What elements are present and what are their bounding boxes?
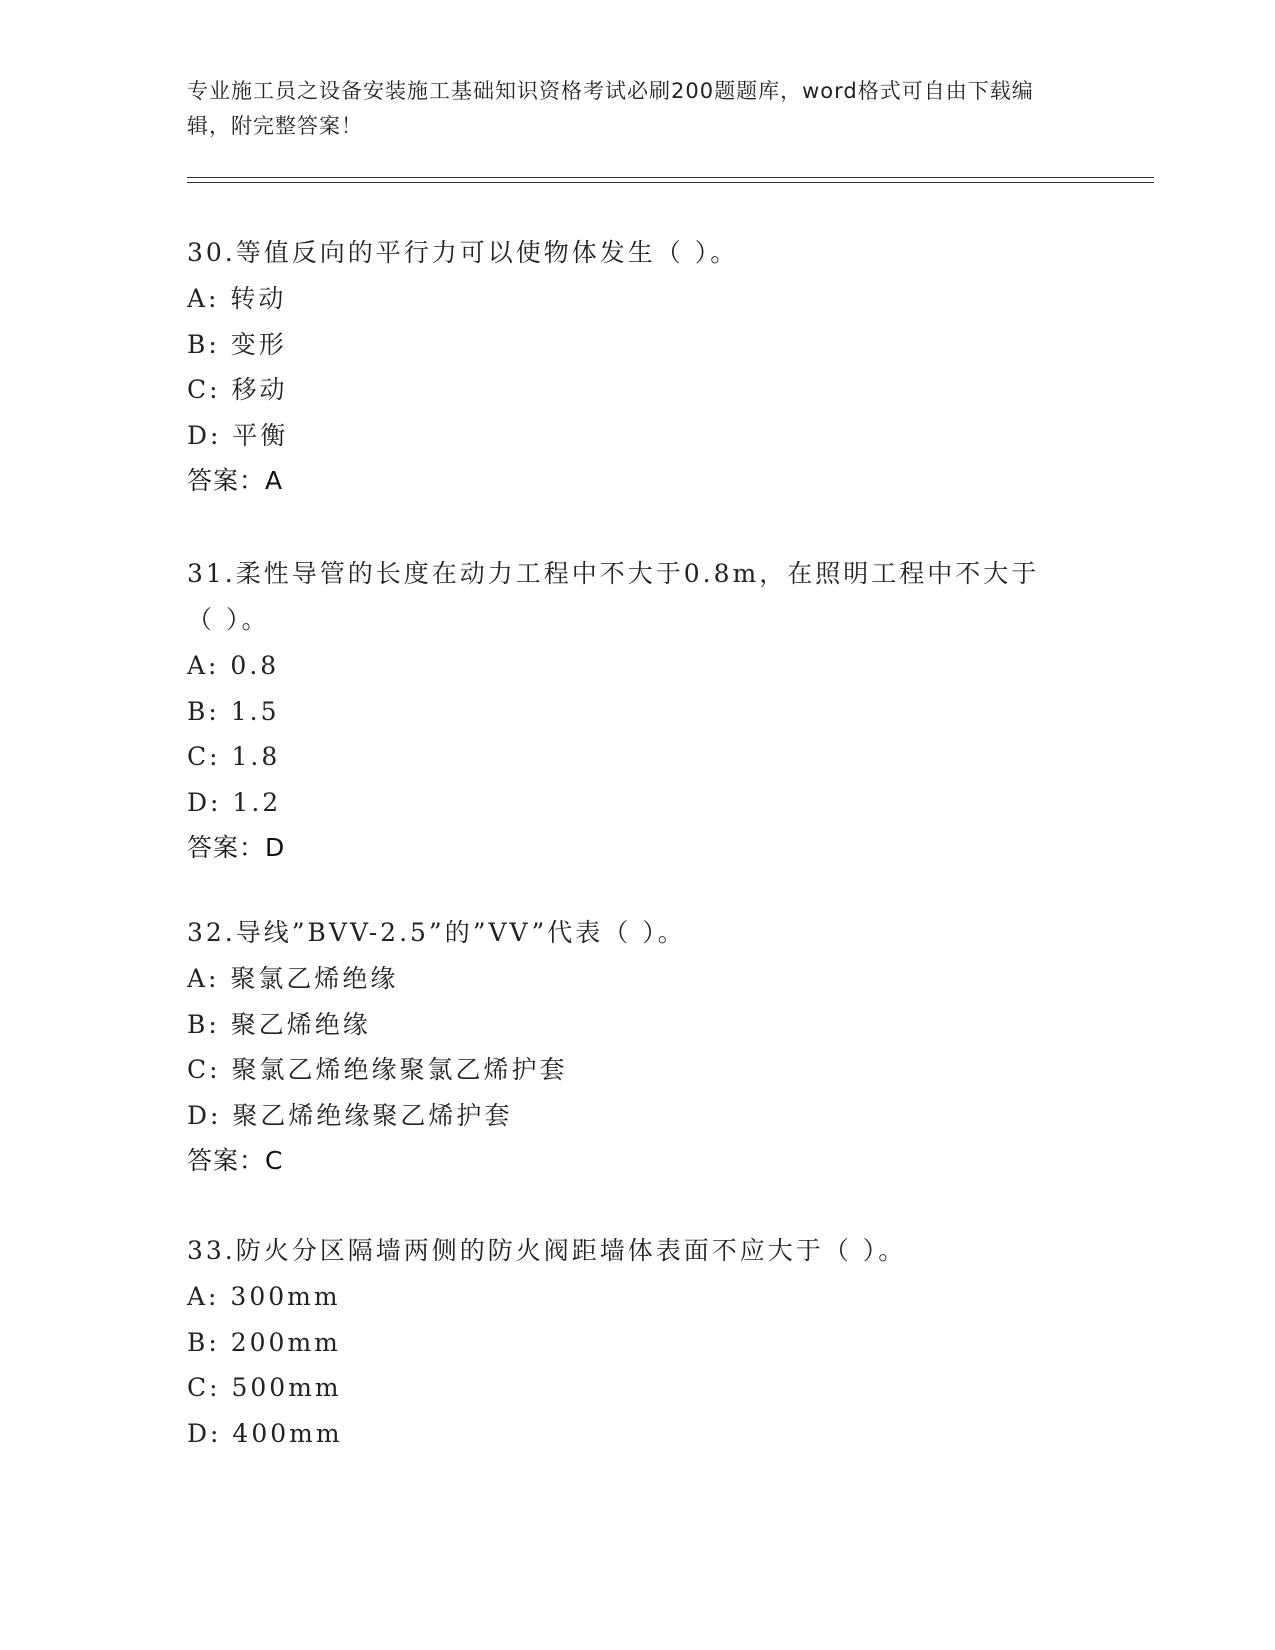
option-c: C: 移动 (187, 375, 288, 404)
option-d: D: 平衡 (187, 420, 289, 450)
answer-label: 答案： (187, 1146, 266, 1175)
header-rule-top (187, 177, 1154, 178)
answer-value: A (265, 466, 283, 495)
answer-value: C (265, 1146, 283, 1175)
option-c: C: 1.8 (187, 742, 281, 771)
option-a: A: 转动 (187, 284, 287, 313)
option-a: A: 300mm (187, 1282, 341, 1311)
answer (187, 1138, 1087, 1184)
question-30 (187, 230, 987, 504)
option-b: B: 变形 (187, 329, 287, 359)
option-d: D: 400mm (187, 1418, 343, 1448)
question-31 (187, 551, 1067, 871)
answer-label: 答案： (187, 466, 266, 495)
answer (187, 825, 1067, 871)
option-d: D: 1.2 (187, 787, 282, 817)
document-header: 专业施工员之设备安装施工基础知识资格考试必刷200题题库，word格式可自由下载编辑，附完整答案！ (187, 79, 1034, 138)
question-32 (187, 910, 1087, 1184)
option-d: D: 聚乙烯绝缘聚乙烯护套 (187, 1100, 513, 1130)
option-c: C: 500mm (187, 1373, 342, 1402)
answer-value: D (265, 833, 285, 862)
question-stem: 32.导线”BVV-2.5”的”VV”代表（ ）。 (187, 918, 686, 947)
option-b: B: 聚乙烯绝缘 (187, 1009, 371, 1039)
option-a: A: 0.8 (187, 651, 280, 680)
question-stem: 30.等值反向的平行力可以使物体发生（ ）。 (187, 238, 739, 267)
option-b: B: 1.5 (187, 696, 280, 726)
answer-label: 答案： (187, 833, 266, 862)
question-stem: 31.柔性导管的长度在动力工程中不大于0.8m，在照明工程中不大于（ ）。 (187, 559, 1040, 634)
option-c: C: 聚氯乙烯绝缘聚氯乙烯护套 (187, 1055, 568, 1084)
option-a: A: 聚氯乙烯绝缘 (187, 964, 399, 993)
answer (187, 458, 987, 504)
option-b: B: 200mm (187, 1327, 341, 1357)
question-stem: 33.防火分区隔墙两侧的防火阀距墙体表面不应大于（ ）。 (187, 1236, 907, 1265)
question-33 (187, 1228, 1087, 1456)
header-rule-bottom (187, 182, 1154, 183)
